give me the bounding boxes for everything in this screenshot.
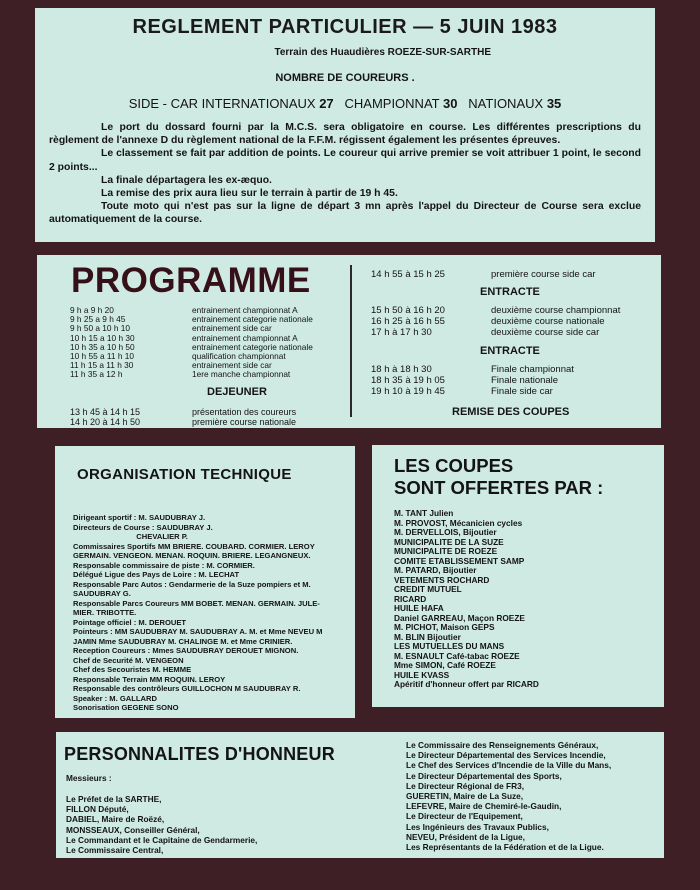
reglement-paragraph: Le classement se fait par addition de points. Le coureur qui arrive premier se voit attribuer 1 point, le second 2 points...: [49, 148, 641, 173]
organisation-panel: [55, 446, 355, 718]
reglement-title: REGLEMENT PARTICULIER — 5 JUIN 1983: [132, 16, 558, 38]
list-item: Le Directeur Départemental des Services Incendie,: [406, 750, 606, 761]
programme-panel: [37, 255, 661, 428]
category-label: SIDE - CAR INTERNATIONAUX: [128, 96, 316, 111]
list-item: MUNICIPALITE DE ROEZE: [394, 546, 498, 556]
list-item: JAMIN Mme SAUDUBRAY M. CHALINGE M. et Mme CRINIER.: [73, 636, 293, 646]
list-item: NEVEU, Président de la Ligue,: [406, 831, 525, 842]
list-item: Responsable Parcs Coureurs MM BOBET. MENAN. GERMAIN. JULE-: [73, 598, 320, 608]
schedule-row: [371, 317, 620, 328]
organisation-title: ORGANISATION TECHNIQUE: [77, 466, 292, 483]
reglement-paragraph: La remise des prix aura lieu sur le terrain à partir de 19 h 45.: [101, 188, 398, 200]
list-item: Directeurs de Course : SAUDUBRAY J.: [73, 522, 213, 532]
category-count: 35: [546, 96, 562, 111]
schedule-event: entrainement championnat A: [192, 305, 298, 315]
list-item: HUILE HAFA: [394, 603, 444, 613]
coupes-panel: [372, 445, 664, 707]
list-item: M. ESNAULT Café-tabac ROEZE: [394, 650, 520, 661]
list-item: Le Commissaire des Renseignements Généraux,: [406, 740, 599, 750]
list-item: M. PATARD, Bijoutier: [394, 565, 477, 575]
schedule-row: [371, 376, 574, 387]
list-item: Commissaires Sportifs MM BRIERE. COUBARD. CORMIER. LEROY: [73, 541, 315, 551]
schedule-time: 10 h 15 a 10 h 30: [70, 332, 135, 343]
list-item: Responsable commissaire de piste : M. CORMIER.: [73, 560, 255, 570]
personnalites-panel: [56, 732, 664, 858]
list-item: GUERETIN, Maire de La Suze,: [406, 791, 524, 802]
reglement-paragraph: Le port du dossard fourni par la M.C.S. sera obligatoire en course. Les différentes prescriptions du règlement de l'annexe D du règlement national de la F.F.M. régissent également les présentes épreuves.: [49, 122, 641, 147]
schedule-time: 19 h 10 à 19 h 45: [371, 385, 445, 397]
list-item: LES MUTUELLES DU MANS: [394, 641, 505, 651]
list-item: Pointeurs : MM SAUDUBRAY M. SAUDUBRAY A. M. et Mme NEVEU M: [73, 627, 323, 636]
list-item: M. BLIN Bijoutier: [394, 631, 461, 642]
schedule-event: 1ere manche championnat: [192, 369, 291, 380]
list-item: Chef des Secouristes M. HEMME: [73, 665, 192, 674]
afternoon-block2-schedule: [371, 365, 574, 397]
reglement-panel: [35, 8, 655, 242]
category-count: 27: [319, 96, 334, 111]
schedule-row: [371, 270, 596, 281]
list-item: Sonorisation GEGENE SONO: [73, 703, 179, 712]
schedule-event: Finale nationale: [491, 374, 559, 386]
schedule-time: 17 h à 17 h 30: [371, 326, 432, 338]
remise-heading: REMISE DES COUPES: [452, 406, 570, 418]
coupes-title-line: LES COUPES: [394, 455, 514, 476]
list-item: GERMAIN. VENGEON. MENAN. ROQUIN. BRIERE. LEGANGNEUX.: [73, 551, 311, 560]
rider-categories: [49, 96, 641, 111]
morning-schedule: [70, 306, 313, 380]
list-item: FILLON Député,: [66, 804, 129, 815]
schedule-time: 18 h à 18 h 30: [371, 364, 432, 375]
list-item: RICARD: [394, 593, 427, 604]
list-item: Responsable Terrain MM ROQUIN. LEROY: [73, 674, 226, 684]
schedule-row: [371, 328, 620, 339]
list-item: Le Directeur de l'Equipement,: [406, 811, 523, 822]
reglement-body: [49, 121, 641, 227]
schedule-time: 9 h 25 a 9 h 45: [70, 314, 126, 325]
list-item: M. TANT Julien: [394, 508, 454, 518]
schedule-event: deuxième course nationale: [491, 315, 605, 327]
entracte-heading: ENTRACTE: [480, 345, 540, 357]
list-item: VETEMENTS ROCHARD: [394, 574, 490, 585]
list-item: Le Commissaire Central,: [66, 845, 164, 856]
entracte-heading: ENTRACTE: [480, 286, 540, 298]
list-item: Dirigeant sportif : M. SAUDUBRAY J.: [73, 513, 206, 522]
schedule-time: 10 h 55 a 11 h 10: [70, 351, 134, 362]
list-item: Les Ingénieurs des Travaux Publics,: [406, 821, 549, 832]
schedule-time: 11 h 15 a 11 h 30: [70, 360, 134, 371]
list-item: M. PROVOST, Mécanicien cycles: [394, 517, 523, 528]
schedule-time: 9 h 50 a 10 h 10: [70, 323, 130, 334]
schedule-event: entrainement side car: [192, 323, 272, 334]
list-item: LEFEVRE, Maire de Chemiré-le-Gaudin,: [406, 801, 562, 812]
list-item: Speaker : M. GALLARD: [73, 693, 157, 703]
schedule-time: 9 h a 9 h 20: [70, 305, 114, 315]
list-item: MONSSEAUX, Conseiller Général,: [66, 824, 200, 835]
list-item: SAUDUBRAY G.: [73, 589, 131, 598]
dejeuner-heading: DEJEUNER: [207, 386, 267, 398]
schedule-time: 10 h 35 a 10 h 50: [70, 341, 135, 352]
list-item: Daniel GARREAU, Maçon ROEZE: [394, 612, 525, 623]
schedule-time: 18 h 35 à 19 h 05: [371, 374, 445, 386]
riders-heading: NOMBRE DE COUREURS .: [275, 72, 415, 84]
list-item: CREDIT MUTUEL: [394, 584, 462, 594]
list-item: Pointage officiel : M. DEROUET: [73, 617, 187, 627]
schedule-event: présentation des coureurs: [192, 407, 297, 417]
list-item: M. PICHOT, Maison GEPS: [394, 622, 495, 632]
list-item: Responsable des contrôleurs GUILLOCHON M SAUDUBRAY R.: [73, 684, 301, 693]
schedule-row: [70, 370, 313, 379]
schedule-event: entrainement side car: [192, 360, 272, 371]
list-item: Le Préfet de la SARTHE,: [66, 794, 162, 804]
list-item: Chef de Securité M. VENGEON: [73, 655, 184, 665]
organisation-list: [73, 513, 349, 713]
schedule-event: Finale championnat: [491, 364, 574, 375]
schedule-event: entrainement championnat A: [192, 332, 298, 343]
schedule-event: Finale side car: [491, 385, 553, 397]
programme-title: PROGRAMME: [71, 261, 311, 300]
list-item: M. DERVELLOIS, Bijoutier: [394, 527, 497, 537]
afternoon-left-schedule: [70, 407, 296, 427]
schedule-event: deuxième course side car: [491, 326, 600, 338]
category-label: NATIONAUX: [468, 96, 544, 111]
list-item: CHEVALIER P.: [73, 532, 188, 541]
list-item: MUNICIPALITE DE LA SUZE: [394, 536, 504, 547]
list-item: Le Directeur Régional de FR3,: [406, 780, 525, 791]
list-item: Les Représentants de la Fédération et de la Ligue.: [406, 842, 604, 853]
reglement-location: Terrain des Huaudières ROEZE-SUR-SARTHE: [274, 47, 491, 58]
list-item: MIER. TRIBOTTE.: [73, 608, 137, 617]
personnalites-right-list: [406, 740, 611, 852]
list-item: COMITE ETABLISSEMENT SAMP: [394, 555, 525, 566]
schedule-time: 16 h 25 à 16 h 55: [371, 315, 445, 327]
schedule-time: 14 h 55 à 15 h 25: [371, 269, 445, 280]
afternoon-first-schedule: [371, 270, 596, 281]
schedule-row: [70, 407, 296, 417]
list-item: Le Directeur Départemental des Sports,: [406, 770, 562, 781]
list-item: Reception Coureurs : Mmes SAUDUBRAY DEROUET MIGNON.: [73, 646, 299, 655]
schedule-time: 15 h 50 à 16 h 20: [371, 305, 445, 316]
personnalites-title: PERSONNALITES D'HONNEUR: [64, 744, 335, 764]
schedule-event: qualification championnat: [192, 351, 286, 362]
schedule-event: première course side car: [491, 269, 596, 280]
schedule-time: 11 h 35 a 12 h: [70, 369, 123, 380]
category-count: 30: [442, 96, 458, 111]
schedule-event: entrainement categorie nationale: [192, 341, 313, 352]
schedule-event: deuxième course championnat: [491, 305, 621, 316]
personnalites-left-list: [66, 794, 257, 855]
list-item: Mme SIMON, Café ROEZE: [394, 660, 496, 670]
list-item: Le Commandant et le Capitaine de Gendarmerie,: [66, 834, 258, 845]
list-item: Le Chef des Services d'Incendie de la Ville du Mans,: [406, 760, 612, 771]
list-item: Délégué Ligue des Pays de Loire : M. LECHAT: [73, 570, 240, 579]
category-label: CHAMPIONNAT: [344, 96, 440, 111]
afternoon-block1-schedule: [371, 306, 620, 338]
coupes-title: [394, 455, 603, 499]
list-item: HUILE KVASS: [394, 669, 450, 680]
reglement-paragraph: La finale départagera les ex-æquo.: [101, 174, 272, 186]
coupes-donor-list: [394, 509, 539, 690]
list-item: Responsable Parc Autos : Gendarmerie de la Suze pompiers et M.: [73, 579, 311, 589]
messieurs-label: Messieurs :: [66, 773, 112, 783]
schedule-time: 13 h 45 à 14 h 15: [70, 407, 141, 417]
coupes-title-line: SONT OFFERTES PAR :: [394, 477, 604, 498]
programme-divider: [350, 265, 352, 417]
schedule-event: entrainement categorie nationale: [192, 314, 313, 325]
list-item: DABIEL, Maire de Roëzé,: [66, 814, 165, 825]
reglement-paragraph: Toute moto qui n'est pas sur la ligne de départ 3 mn après l'appel du Directeur de Course sera exclue automatiquement de la course.: [49, 201, 641, 226]
schedule-event: première course nationale: [192, 417, 297, 428]
schedule-row: [70, 417, 296, 427]
list-item: Apéritif d'honneur offert par RICARD: [394, 679, 539, 689]
schedule-row: [371, 387, 574, 398]
schedule-time: 14 h 20 à 14 h 50: [70, 417, 141, 428]
